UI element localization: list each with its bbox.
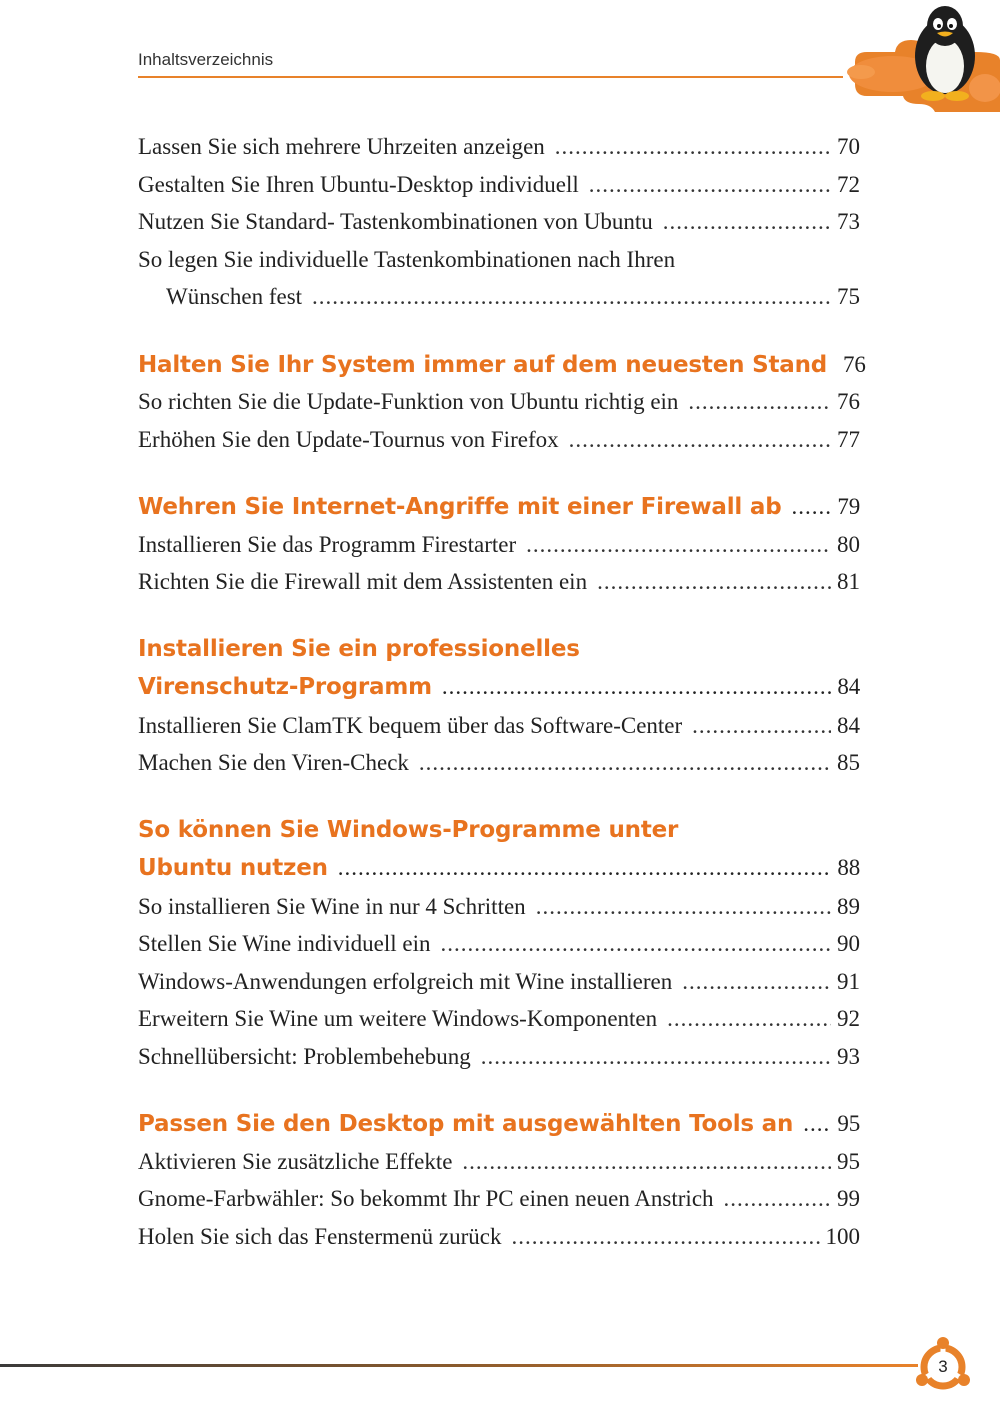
section-gap — [138, 601, 860, 631]
toc-entry-line — [138, 849, 860, 888]
toc-entry-title: Ubuntu nutzen — [138, 855, 328, 881]
toc-entry-line — [138, 1143, 860, 1181]
toc-entry-line — [138, 526, 860, 564]
toc-entry-line — [138, 563, 860, 601]
toc-entry-title: Machen Sie den Viren-Check — [138, 750, 409, 775]
toc-entry-line — [138, 1038, 860, 1076]
toc-page-number: 85 — [837, 750, 860, 775]
toc-entry-line — [138, 707, 860, 745]
toc-entry — [138, 421, 860, 459]
toc-page-number: 84 — [837, 674, 860, 699]
toc-entry-line — [138, 1218, 860, 1256]
dot-leader — [441, 925, 832, 963]
toc-entry — [138, 383, 860, 421]
toc-page-number: 79 — [837, 494, 860, 519]
dot-leader — [312, 278, 831, 316]
toc-entry-title: Gnome-Farbwähler: So bekommt Ihr PC einen neuen Anstrich — [138, 1186, 714, 1211]
toc-entry — [138, 1218, 860, 1256]
toc-entry-title: Gestalten Sie Ihren Ubuntu-Desktop individuell — [138, 171, 579, 197]
toc-entry-title: Wünschen fest — [166, 284, 303, 309]
section-gap — [138, 316, 860, 346]
toc-entry — [138, 1038, 860, 1076]
toc-entry-line — [138, 383, 860, 421]
toc-page-number: 77 — [837, 426, 860, 452]
toc-page-number: 76 — [843, 351, 866, 377]
toc-entry-title: Passen Sie den Desktop mit ausgewählten Tools an — [138, 1111, 794, 1137]
toc-entry-line — [138, 925, 860, 963]
dot-leader — [511, 1218, 819, 1256]
toc-entry — [138, 1180, 860, 1218]
dot-leader — [688, 383, 831, 421]
toc-chapter-entry — [138, 631, 860, 707]
toc-entry-title: Aktivieren Sie zusätzliche Effekte — [138, 1148, 453, 1174]
toc-entry-title: Installieren Sie das Programm Firestarter — [138, 531, 517, 557]
toc-entry-title: Lassen Sie sich mehrere Uhrzeiten anzeigen — [138, 134, 545, 159]
toc-entry-line — [138, 421, 860, 459]
toc-page-number: 93 — [837, 1043, 860, 1069]
toc-entry-title-line: So können Sie Windows-Programme unter — [138, 816, 679, 843]
dot-leader — [597, 563, 831, 601]
toc-entry — [138, 888, 860, 926]
toc-entry-title-line: So legen Sie individuelle Tastenkombinationen nach Ihren — [138, 246, 676, 272]
header-label: Inhaltsverzeichnis — [138, 50, 274, 69]
toc-entry — [138, 925, 860, 963]
toc-entry-title: Erhöhen Sie den Update-Tournus von Firefox — [138, 426, 559, 452]
toc-entry-title: Erweitern Sie Wine um weitere Windows-Komponenten — [138, 1006, 658, 1031]
table-of-contents — [138, 128, 866, 1255]
toc-entry — [138, 1000, 860, 1038]
page-badge — [912, 1336, 974, 1398]
toc-entry-line — [138, 1180, 860, 1218]
toc-entry-line — [138, 203, 860, 241]
toc-page-number: 81 — [837, 569, 860, 594]
header-rule — [138, 76, 843, 78]
toc-entry-line — [138, 963, 860, 1001]
toc-entry-title: So installieren Sie Wine in nur 4 Schritten — [138, 893, 526, 919]
toc-entry-line — [138, 1105, 860, 1144]
toc-entry — [138, 1143, 860, 1181]
dot-leader — [663, 203, 831, 241]
page-number: 3 — [938, 1357, 948, 1376]
toc-entry — [138, 241, 860, 316]
toc-page-number: 95 — [837, 1111, 860, 1136]
section-gap — [138, 458, 860, 488]
toc-entry-line — [138, 744, 860, 782]
toc-page-number: 95 — [837, 1148, 860, 1174]
dot-leader — [589, 166, 831, 204]
toc-entry-title: Nutzen Sie Standard- Tastenkombinationen von Ubuntu — [138, 209, 653, 234]
toc-chapter-entry — [138, 346, 866, 384]
toc-page-number: 90 — [837, 931, 860, 956]
dot-leader — [682, 963, 831, 1001]
toc-entry-title: Halten Sie Ihr System immer auf dem neuesten Stand — [138, 351, 828, 378]
dot-leader — [667, 1000, 831, 1038]
toc-entry — [138, 963, 860, 1001]
toc-entry — [138, 526, 860, 564]
dot-leader — [462, 1143, 831, 1181]
dot-leader — [724, 1180, 831, 1218]
toc-page-number: 72 — [837, 171, 860, 197]
dot-leader — [569, 421, 831, 459]
dot-leader — [419, 744, 831, 782]
toc-entry-line — [138, 278, 860, 316]
toc-page-number: 100 — [825, 1223, 860, 1249]
toc-page-number: 91 — [837, 968, 860, 994]
section-gap — [138, 1075, 860, 1105]
toc-entry-line — [138, 888, 860, 926]
toc-entry-line — [138, 128, 860, 166]
dot-leader — [555, 128, 831, 166]
toc-entry — [138, 744, 860, 782]
toc-entry — [138, 563, 860, 601]
toc-chapter-entry — [138, 488, 860, 526]
section-gap — [138, 782, 860, 812]
toc-entry-title: Virenschutz-Programm — [138, 674, 432, 700]
dot-leader — [526, 526, 831, 564]
toc-page-number: 92 — [837, 1006, 860, 1031]
toc-entry-title: Installieren Sie ClamTK bequem über das Software-Center — [138, 712, 683, 738]
toc-chapter-entry — [138, 1105, 860, 1143]
footer-rule — [0, 1364, 918, 1367]
toc-page-number: 88 — [837, 855, 860, 880]
toc-entry-line — [138, 166, 860, 204]
toc-entry-title: Stellen Sie Wine individuell ein — [138, 931, 431, 956]
toc-entry-line — [138, 488, 860, 527]
toc-chapter-entry — [138, 812, 860, 888]
penguin-puzzle-icon — [835, 0, 1000, 118]
dot-leader — [803, 1105, 831, 1143]
toc-entry — [138, 128, 860, 166]
dot-leader — [481, 1038, 831, 1076]
toc-entry-line — [138, 1000, 860, 1038]
toc-page-number: 99 — [837, 1186, 860, 1211]
dot-leader — [792, 488, 832, 526]
dot-leader — [442, 668, 832, 706]
toc-page-number: 75 — [837, 284, 860, 309]
toc-page-number: 89 — [837, 893, 860, 919]
dot-leader — [338, 849, 832, 887]
toc-entry-title-line: Installieren Sie ein professionelles — [138, 635, 580, 662]
toc-entry-title: Richten Sie die Firewall mit dem Assistenten ein — [138, 569, 588, 594]
toc-entry-line — [138, 668, 860, 707]
toc-entry-title: Schnellübersicht: Problembehebung — [138, 1043, 471, 1069]
toc-entry-title: Wehren Sie Internet-Angriffe mit einer Firewall ab — [138, 494, 782, 520]
toc-page-number: 84 — [837, 712, 860, 738]
toc-entry-line — [138, 346, 866, 385]
toc-entry-title: Windows-Anwendungen erfolgreich mit Wine installieren — [138, 968, 673, 994]
toc-entry-title: So richten Sie die Update-Funktion von Ubuntu richtig ein — [138, 389, 679, 414]
toc-entry — [138, 166, 860, 204]
toc-page-number: 73 — [837, 209, 860, 234]
toc-page-number: 70 — [837, 134, 860, 159]
dot-leader — [692, 707, 831, 745]
toc-page-number: 80 — [837, 531, 860, 557]
toc-entry — [138, 707, 860, 745]
toc-entry — [138, 203, 860, 241]
toc-page-number: 76 — [837, 389, 860, 414]
dot-leader — [536, 888, 831, 926]
toc-entry-title: Holen Sie sich das Fenstermenü zurück — [138, 1223, 502, 1249]
